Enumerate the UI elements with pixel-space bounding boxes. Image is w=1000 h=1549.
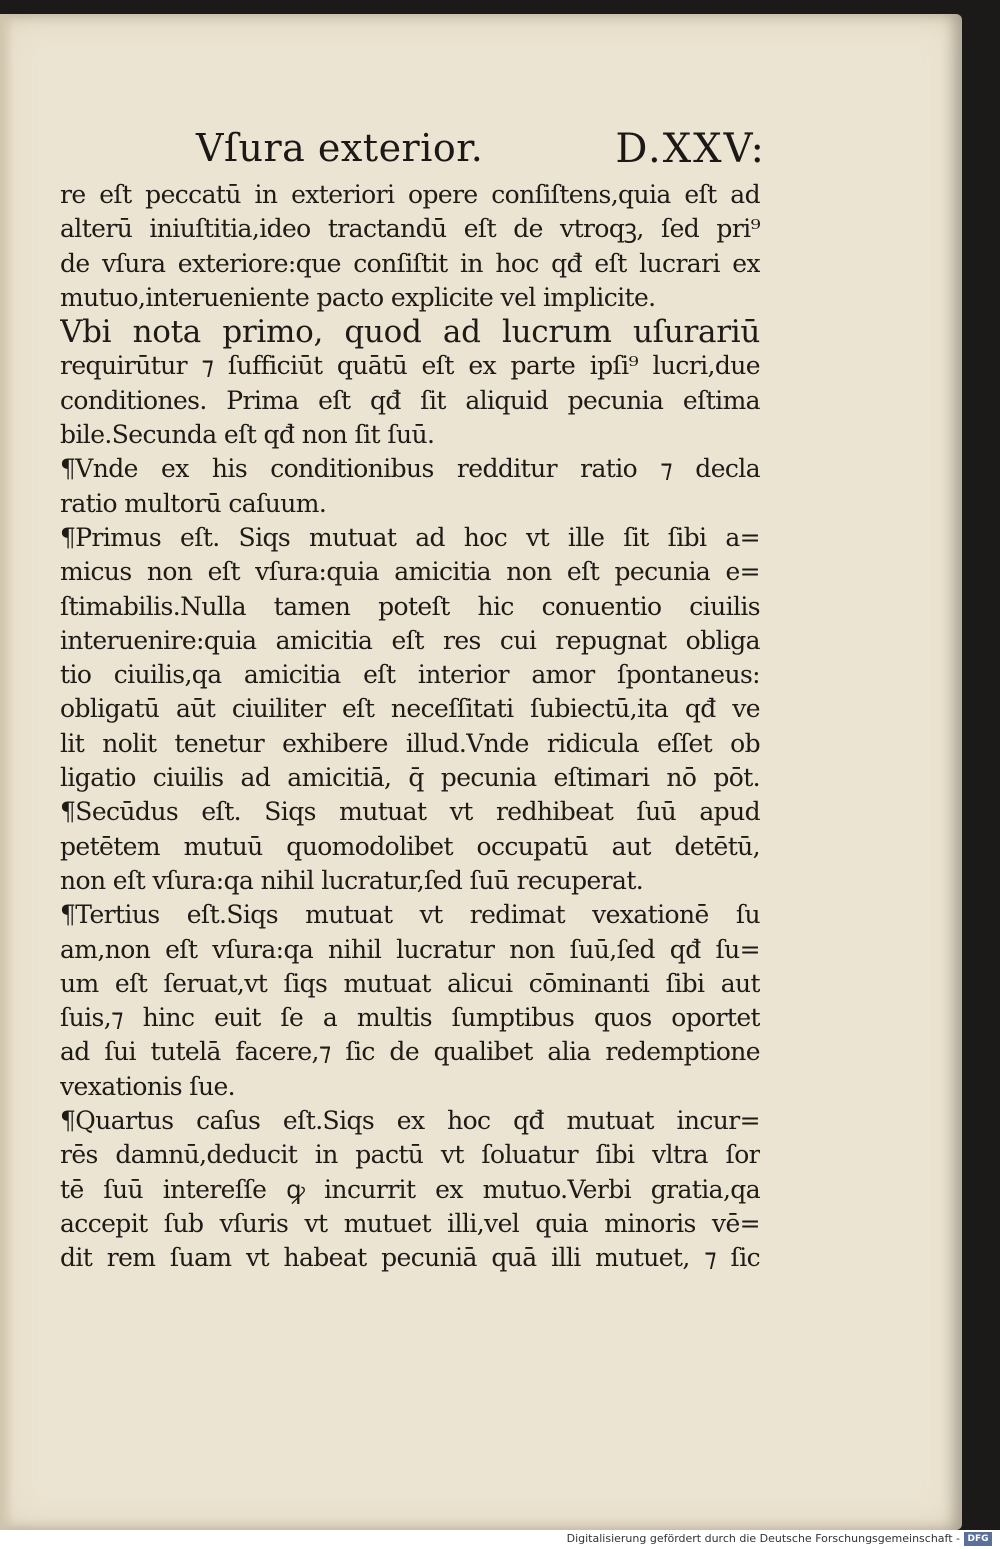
page-header — [196, 126, 766, 184]
text-line: ¶Primus eſt. Siqs mutuat ad hoc vt ille ſit ſibi a= — [60, 522, 760, 552]
text-line: tio ciuilis,qa amicitia eſt interior amor ſpontaneus: — [60, 660, 760, 690]
text-line: ligatio ciuilis ad amicitiā, q̄ pecunia eſtimari nō pōt. — [60, 763, 760, 793]
book-page — [0, 14, 962, 1530]
folio-number: D.XXV: — [615, 126, 766, 172]
running-title: Vſura exterior. — [196, 126, 484, 170]
text-line: lit nolit tenetur exhibere illud.Vnde ridicula eſſet ob — [60, 728, 760, 758]
text-line: um eſt ſeruat,vt ſiqs mutuat alicui cōminanti ſibi aut — [60, 968, 760, 998]
text-line: Vbi nota primo, quod ad lucrum uſurariū — [60, 315, 760, 350]
text-line: requirūtur ⁊ ſufficiūt quātū eſt ex parte ipſi⁹ lucri,due — [60, 351, 760, 381]
text-line: rēs damnū,deducit in pactū vt ſoluatur ſibi vltra ſor — [60, 1140, 760, 1170]
text-line: ¶Quartus caſus eſt.Siqs ex hoc qđ mutuat incur= — [60, 1106, 760, 1136]
text-block — [60, 178, 760, 1276]
text-line: ¶Secūdus eſt. Siqs mutuat vt redhibeat ſuū apud — [60, 797, 760, 827]
text-line: petētem mutuū quomodolibet occupatū aut detētū, — [60, 831, 760, 861]
text-line: am,non eſt vſura:qa nihil lucratur non ſuū,ſed qđ ſu= — [60, 934, 760, 964]
text-line: tē ſuū intereſſe ꝙ incurrit ex mutuo.Verbi gratia,qa — [60, 1174, 760, 1204]
text-line: micus non eſt vſura:quia amicitia non eſt pecunia e= — [60, 557, 760, 587]
text-line: ¶Vnde ex his conditionibus redditur ratio ⁊ decla — [60, 454, 760, 484]
text-line: obligatū aūt ciuiliter eſt neceſſitati ſubiectū,ita qđ ve — [60, 694, 760, 724]
text-line: ſuis,⁊ hinc euit ſe a multis ſumptibus quos oportet — [60, 1003, 760, 1033]
text-line: ſtimabilis.Nulla tamen poteſt hic conuentio ciuilis — [60, 591, 760, 621]
text-line: alterū iniuſtitia,ideo tractandū eſt de vtroqꝫ, ſed pri⁹ — [60, 214, 760, 244]
text-line: bile.Secunda eſt qđ non ſit ſuū. — [60, 420, 435, 450]
text-line: dit rem ſuam vt habeat pecuniā quā illi mutuet, ⁊ ſic — [60, 1243, 760, 1273]
text-line: ad ſui tutelā facere,⁊ ſic de qualibet alia redemptione — [60, 1037, 760, 1067]
text-line: re eſt peccatū in exteriori opere conſiſtens,quia eſt ad — [60, 180, 760, 209]
text-line: non eſt vſura:qa nihil lucratur,ſed ſuū recuperat. — [60, 865, 644, 895]
text-line: interuenire:quia amicitia eſt res cui repugnat obliga — [60, 625, 760, 655]
dfg-logo: DFG — [964, 1532, 992, 1546]
text-line: ratio multorū caſuum. — [60, 488, 327, 518]
text-line: mutuo,interueniente pacto explicite vel implicite. — [60, 282, 656, 312]
text-line: ¶Tertius eſt.Siqs mutuat vt redimat vexationē ſu — [60, 900, 760, 930]
text-line: vexationis ſue. — [60, 1071, 235, 1101]
digitization-credit: Digitalisierung gefördert durch die Deutsche Forschungsgemeinschaft - — [566, 1532, 960, 1545]
text-line: de vſura exteriore:que conſiſtit in hoc qđ eſt lucrari ex — [60, 248, 760, 278]
text-line: conditiones. Prima eſt qđ ſit aliquid pecunia eſtima — [60, 385, 760, 415]
text-line: accepit ſub vſuris vt mutuet illi,vel quia minoris vē= — [60, 1208, 760, 1238]
